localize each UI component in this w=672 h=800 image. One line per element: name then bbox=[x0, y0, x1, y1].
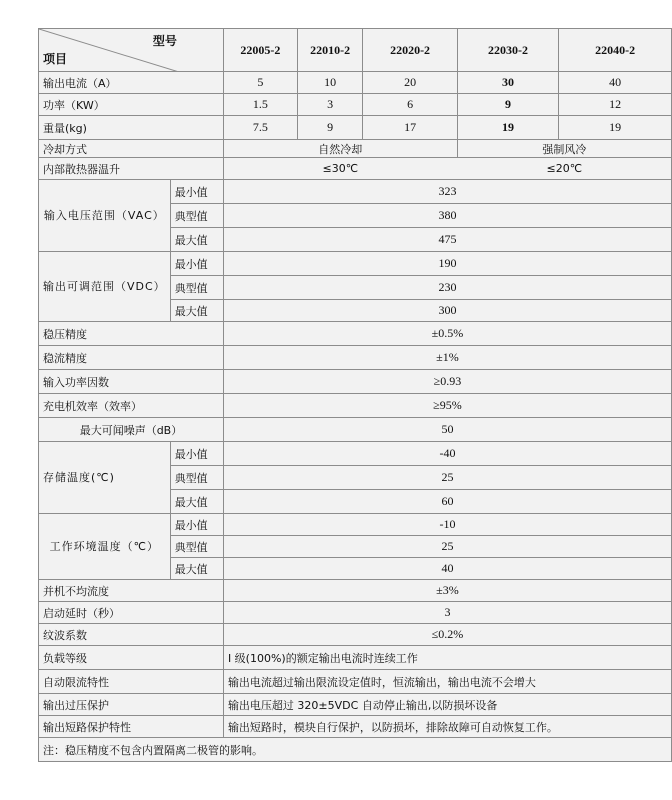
model-header-label: 型号 bbox=[152, 34, 177, 48]
cell-value: 1.5 bbox=[223, 94, 297, 116]
group-label-input-voltage: 输入电压范围（VAC） bbox=[39, 180, 171, 252]
table-row-overvoltage bbox=[39, 694, 672, 716]
cell-value: 40 bbox=[223, 558, 671, 580]
cell-value: ≥0.93 bbox=[223, 370, 671, 394]
cell-value: 60 bbox=[223, 490, 671, 514]
sub-label: 典型值 bbox=[170, 276, 223, 300]
table-row-current-accuracy bbox=[39, 346, 672, 370]
cell-description: 输出电压超过 320±5VDC 自动停止输出,以防损坏设备 bbox=[223, 694, 671, 716]
table-row-cooling bbox=[39, 140, 672, 158]
cell-description: 输出短路时，模块自行保护，以防损坏，排除故障可自动恢复工作。 bbox=[223, 716, 671, 738]
header-row bbox=[39, 29, 672, 72]
cell-value: 380 bbox=[223, 204, 671, 228]
cell-value: 50 bbox=[223, 418, 671, 442]
table-row-output-voltage-min bbox=[39, 252, 672, 276]
cell-value: ≤0.2% bbox=[223, 624, 671, 646]
row-label: 输入功率因数 bbox=[39, 370, 224, 394]
row-label: 稳压精度 bbox=[39, 322, 224, 346]
cell-value: ≤20℃ bbox=[457, 158, 671, 180]
table-row-heatsink-temp bbox=[39, 158, 672, 180]
cell-value: 19 bbox=[457, 116, 559, 140]
cell-value: 自然冷却 bbox=[223, 140, 457, 158]
cell-value: 190 bbox=[223, 252, 671, 276]
cell-value: ±3% bbox=[223, 580, 671, 602]
table-row-current-sharing bbox=[39, 580, 672, 602]
table-row-note bbox=[39, 738, 672, 762]
cell-description: I 级(100%)的额定输出电流时连续工作 bbox=[223, 646, 671, 670]
sub-label: 最大值 bbox=[170, 228, 223, 252]
cell-value: 475 bbox=[223, 228, 671, 252]
model-header: 22005-2 bbox=[223, 29, 297, 72]
cell-value: 25 bbox=[223, 466, 671, 490]
model-header: 22040-2 bbox=[559, 29, 672, 72]
row-label: 并机不均流度 bbox=[39, 580, 224, 602]
corner-header-cell bbox=[39, 29, 224, 72]
cell-value: ±1% bbox=[223, 346, 671, 370]
cell-value: 7.5 bbox=[223, 116, 297, 140]
sub-label: 最大值 bbox=[170, 558, 223, 580]
table-row-input-voltage-min bbox=[39, 180, 672, 204]
table-row-ripple bbox=[39, 624, 672, 646]
row-label: 输出短路保护特性 bbox=[39, 716, 224, 738]
row-label: 输出过压保护 bbox=[39, 694, 224, 716]
model-header: 22030-2 bbox=[457, 29, 559, 72]
cell-value: 10 bbox=[297, 72, 363, 94]
cell-description: 输出电流超过输出限流设定值时，恒流输出，输出电流不会增大 bbox=[223, 670, 671, 694]
cell-value: ≤30℃ bbox=[223, 158, 457, 180]
cell-value: ≥95% bbox=[223, 394, 671, 418]
row-label: 内部散热器温升 bbox=[39, 158, 224, 180]
sub-label: 典型值 bbox=[170, 536, 223, 558]
cell-value: 17 bbox=[363, 116, 457, 140]
footnote: 注：稳压精度不包含内置隔离二极管的影响。 bbox=[39, 738, 672, 762]
table-row-load-class bbox=[39, 646, 672, 670]
cell-value: 5 bbox=[223, 72, 297, 94]
table-row-power bbox=[39, 94, 672, 116]
item-header-label: 项目 bbox=[43, 52, 68, 66]
cell-value: 3 bbox=[223, 602, 671, 624]
table-row-startup-delay bbox=[39, 602, 672, 624]
row-label: 重量(kg) bbox=[39, 116, 224, 140]
table-row-current-limit bbox=[39, 670, 672, 694]
table-row-power-factor bbox=[39, 370, 672, 394]
group-label-output-voltage: 输出可调范围（VDC） bbox=[39, 252, 171, 322]
row-label: 充电机效率（效率） bbox=[39, 394, 224, 418]
cell-value: 40 bbox=[559, 72, 672, 94]
table-row-short-circuit bbox=[39, 716, 672, 738]
cell-value: 12 bbox=[559, 94, 672, 116]
row-label: 自动限流特性 bbox=[39, 670, 224, 694]
cell-value: 30 bbox=[457, 72, 559, 94]
sub-label: 最小值 bbox=[170, 514, 223, 536]
table-row-weight bbox=[39, 116, 672, 140]
cell-value: -10 bbox=[223, 514, 671, 536]
cell-value: 强制风冷 bbox=[457, 140, 671, 158]
sub-label: 最大值 bbox=[170, 490, 223, 514]
table-row-noise bbox=[39, 418, 672, 442]
model-header: 22010-2 bbox=[297, 29, 363, 72]
group-label-storage-temp: 存储温度(℃) bbox=[39, 442, 171, 514]
row-label: 负载等级 bbox=[39, 646, 224, 670]
sub-label: 典型值 bbox=[170, 466, 223, 490]
cell-value: 9 bbox=[297, 116, 363, 140]
sub-label: 典型值 bbox=[170, 204, 223, 228]
table-row-storage-temp-min bbox=[39, 442, 672, 466]
cell-value: 3 bbox=[297, 94, 363, 116]
cell-value: 300 bbox=[223, 300, 671, 322]
row-label: 冷却方式 bbox=[39, 140, 224, 158]
sub-label: 最小值 bbox=[170, 442, 223, 466]
sub-label: 最大值 bbox=[170, 300, 223, 322]
cell-value: 9 bbox=[457, 94, 559, 116]
cell-value: 323 bbox=[223, 180, 671, 204]
cell-value: 20 bbox=[363, 72, 457, 94]
row-label: 启动延时（秒） bbox=[39, 602, 224, 624]
group-label-work-temp: 工作环境温度（℃） bbox=[39, 514, 171, 580]
cell-value: 6 bbox=[363, 94, 457, 116]
cell-value: 25 bbox=[223, 536, 671, 558]
row-label: 稳流精度 bbox=[39, 346, 224, 370]
cell-value: 19 bbox=[559, 116, 672, 140]
row-label: 最大可闻噪声（dB） bbox=[39, 418, 224, 442]
sub-label: 最小值 bbox=[170, 180, 223, 204]
cell-value: 230 bbox=[223, 276, 671, 300]
row-label: 输出电流（A） bbox=[39, 72, 224, 94]
row-label: 功率（KW） bbox=[39, 94, 224, 116]
table-row-voltage-accuracy bbox=[39, 322, 672, 346]
sub-label: 最小值 bbox=[170, 252, 223, 276]
table-row-work-temp-min bbox=[39, 514, 672, 536]
cell-value: ±0.5% bbox=[223, 322, 671, 346]
table-row-output-current bbox=[39, 72, 672, 94]
model-header: 22020-2 bbox=[363, 29, 457, 72]
table-row-efficiency bbox=[39, 394, 672, 418]
cell-value: -40 bbox=[223, 442, 671, 466]
row-label: 纹波系数 bbox=[39, 624, 224, 646]
spec-table bbox=[38, 28, 672, 762]
